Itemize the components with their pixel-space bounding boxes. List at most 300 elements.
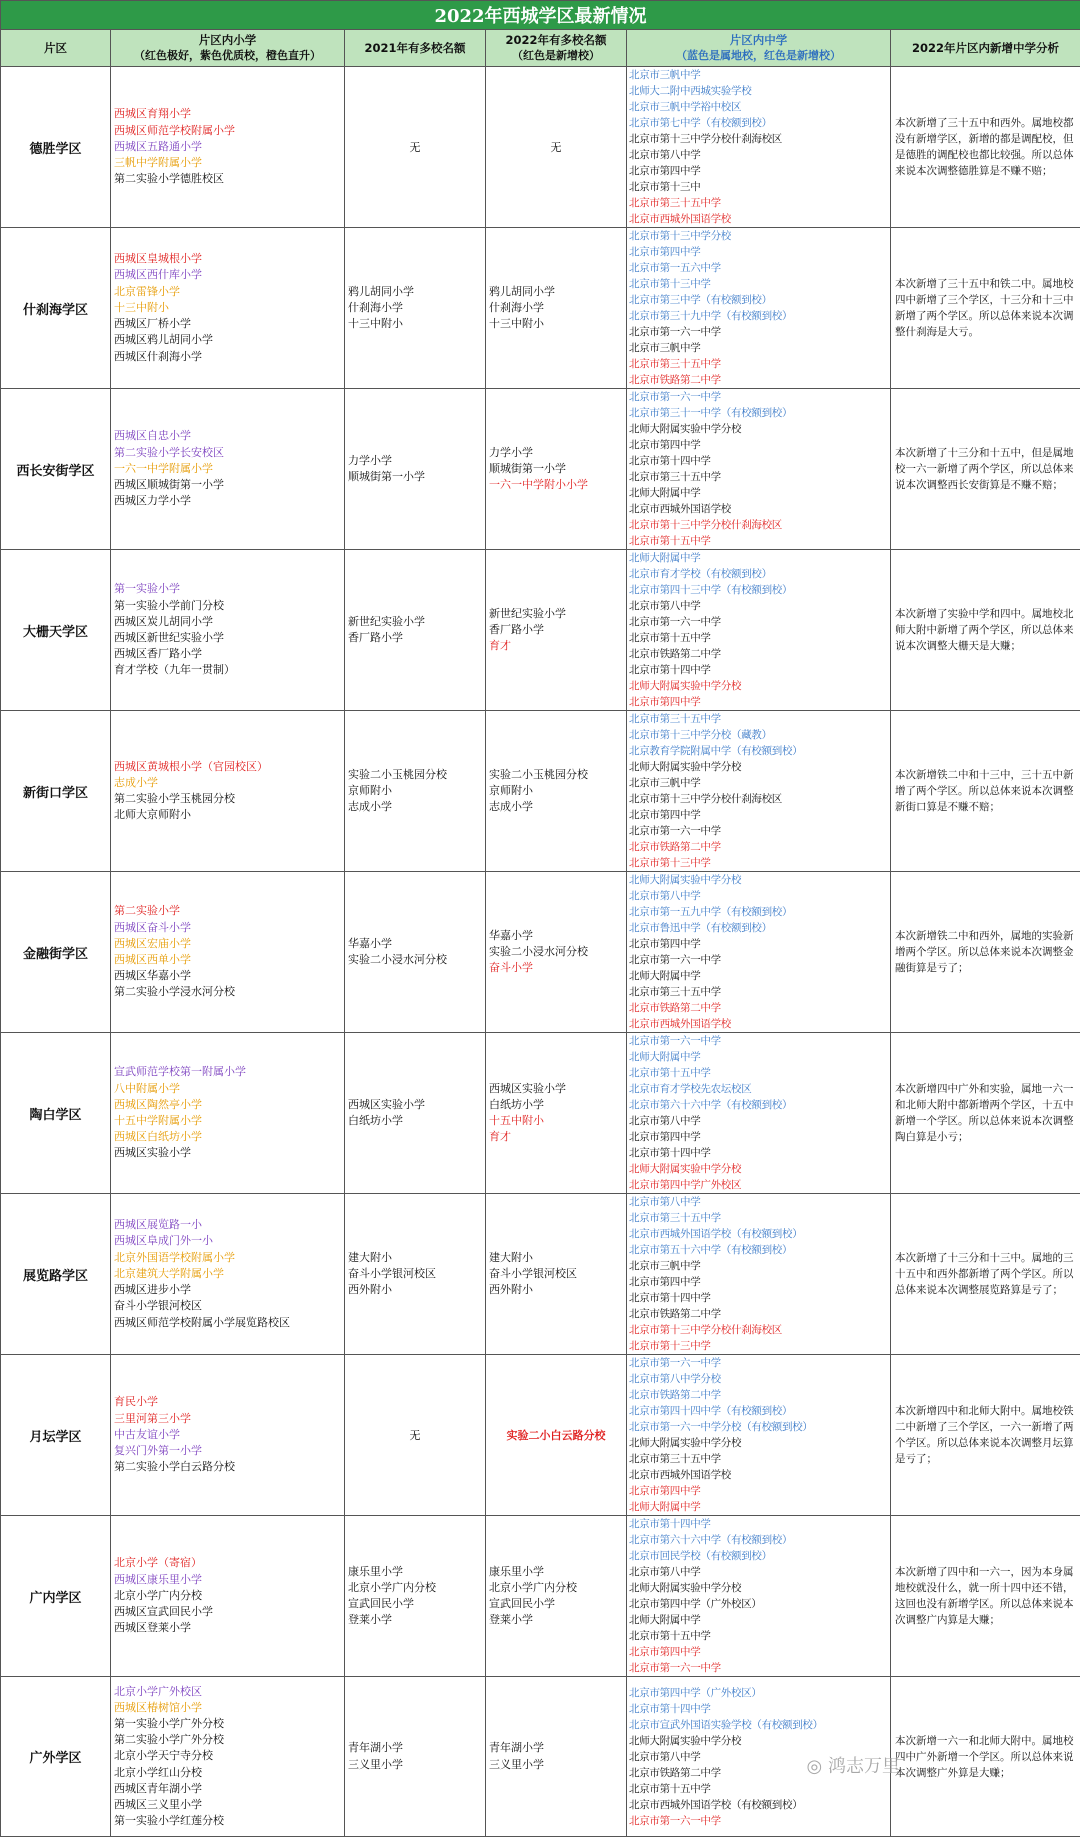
list-item: 北京市第四中学 (629, 1274, 890, 1290)
analysis-cell: 本次新增四中和北师大附中。属地校铁二中新增了三个学区，一六一新增了两个学区。所以总体来说本次调整月坛算是亏了； (891, 1355, 1080, 1516)
table-body (1, 67, 1080, 1837)
list-item: 北京市第一六一中学 (629, 1033, 890, 1049)
list-item: 一六一中学附属小学 (114, 461, 344, 477)
list-item: 北京市第十三中学分校什刹海校区 (629, 517, 890, 533)
district-name: 金融街学区 (1, 872, 111, 1033)
header-analysis: 2022年片区内新增中学分析 (891, 30, 1080, 67)
analysis-cell: 本次新增了四中和一六一，因为本身属地校就没什么，就一所十四中还不错，这回也没有新增学区。所以总体来说本次调整广内算是大赚； (891, 1516, 1080, 1677)
list-item: 北京市第十三中学分校什刹海校区 (629, 791, 890, 807)
list-item: 北京市第十三中学分校什刹海校区 (629, 1322, 890, 1338)
multi-2021-cell (345, 228, 486, 389)
list-item: 北京市第一五九中学（有校额到校） (629, 904, 890, 920)
list-item: 北师大附属实验中学分校 (629, 1161, 890, 1177)
multi-2021-cell (345, 1677, 486, 1837)
list-item: 北京市西城外国语学校 (629, 1467, 890, 1483)
list-item: 西城区自忠小学 (114, 428, 344, 444)
list-item: 北京市第四中学 (629, 936, 890, 952)
middle-school-list (627, 1033, 891, 1194)
table-row (1, 67, 1080, 228)
multi-2022-cell (486, 1677, 627, 1837)
district-name: 月坛学区 (1, 1355, 111, 1516)
list-item: 京师附小 (489, 783, 626, 799)
analysis-cell: 本次新增了十三分和十五中，但是属地校一六一新增了两个学区，所以总体来说本次调整西长安街算是不赚不赔； (891, 389, 1080, 550)
list-item: 登莱小学 (489, 1612, 626, 1628)
list-item: 北京市第八中学 (629, 1194, 890, 1210)
list-item: 北京市铁路第二中学 (629, 839, 890, 855)
list-item: 建大附小 (348, 1250, 485, 1266)
list-item: 什刹海小学 (348, 300, 485, 316)
primary-school-list (111, 1194, 345, 1355)
list-item: 奋斗小学银河校区 (114, 1298, 344, 1314)
list-item: 西城区五路通小学 (114, 139, 344, 155)
primary-school-list (111, 1516, 345, 1677)
list-item: 北京市铁路第二中学 (629, 1765, 890, 1781)
list-item: 北京市第三十五中学 (629, 356, 890, 372)
list-item: 北京市西城外国语学校 (629, 211, 890, 227)
multi-2022-cell: 无 (486, 67, 627, 228)
list-item: 北京市鲁迅中学（有校额到校） (629, 920, 890, 936)
district-name: 新街口学区 (1, 711, 111, 872)
list-item: 西城区厂桥小学 (114, 316, 344, 332)
list-item: 北京市三帆中学 (629, 1258, 890, 1274)
list-item: 华嘉小学 (348, 936, 485, 952)
list-item: 西城区宏庙小学 (114, 936, 344, 952)
table-row (1, 1516, 1080, 1677)
list-item: 北京市第十四中学 (629, 453, 890, 469)
list-item: 宣武师范学校第一附属小学 (114, 1064, 344, 1080)
list-item: 北京小学广内分校 (114, 1588, 344, 1604)
analysis-cell: 本次新增四中广外和实验，属地一六一和北师大附中都新增两个学区，十五中新增一个学区。所以总体来说本次调整陶白算是小亏； (891, 1033, 1080, 1194)
table-row (1, 1033, 1080, 1194)
list-item: 什刹海小学 (489, 300, 626, 316)
list-item: 北京市第四中学 (629, 1129, 890, 1145)
list-item: 第一实验小学红莲分校 (114, 1813, 344, 1829)
list-item: 北京市西城外国语学校（有校额到校） (629, 1797, 890, 1813)
analysis-cell: 本次新增了三十五中和西外。属地校都没有新增学区，新增的都是调配校，但是德胜的调配校也都比较强。所以总体来说本次调整德胜算是不赚不赔； (891, 67, 1080, 228)
list-item: 育民小学 (114, 1394, 344, 1410)
list-item: 北师大二附中西城实验学校 (629, 83, 890, 99)
list-item: 北师大附属中学 (629, 968, 890, 984)
list-item: 北京市第四十三中学（有校额到校） (629, 582, 890, 598)
list-item: 北京市第十三中学分校（藏教） (629, 727, 890, 743)
list-item: 北京市西城外国语学校 (629, 1016, 890, 1032)
list-item: 北京市第四中学 (629, 1483, 890, 1499)
list-item: 实验二小玉桃园分校 (489, 767, 626, 783)
multi-2021-cell (345, 1516, 486, 1677)
primary-school-list (111, 389, 345, 550)
list-item: 西城区西单小学 (114, 952, 344, 968)
list-item: 北京市第三十五中学 (629, 469, 890, 485)
list-item: 八中附属小学 (114, 1081, 344, 1097)
list-item: 北京市育才学校先农坛校区 (629, 1081, 890, 1097)
list-item: 西城区陶然亭小学 (114, 1097, 344, 1113)
list-item: 北师大附属实验中学分校 (629, 678, 890, 694)
list-item: 香厂路小学 (348, 630, 485, 646)
multi-2021-cell (345, 1194, 486, 1355)
multi-2021-cell (345, 550, 486, 711)
list-item: 北师大附属实验中学分校 (629, 421, 890, 437)
list-item: 北京市第十三中学分校什刹海校区 (629, 131, 890, 147)
list-item: 西城区康乐里小学 (114, 1572, 344, 1588)
list-item: 京师附小 (348, 783, 485, 799)
list-item: 育才 (489, 1129, 626, 1145)
district-name: 广外学区 (1, 1677, 111, 1837)
list-item: 北京市第四中学 (629, 163, 890, 179)
list-item: 北京市第四十四中学（有校额到校） (629, 1403, 890, 1419)
list-item: 北京市西城外国语学校 (629, 501, 890, 517)
list-item: 北京市第十五中学 (629, 1781, 890, 1797)
list-item: 北京市铁路第二中学 (629, 1387, 890, 1403)
list-item: 第一实验小学 (114, 581, 344, 597)
table-row (1, 228, 1080, 389)
list-item: 北京市第七中学（有校额到校） (629, 115, 890, 131)
list-item: 西城区育翔小学 (114, 106, 344, 122)
middle-school-list (627, 1355, 891, 1516)
list-item: 西外附小 (348, 1282, 485, 1298)
table-row (1, 1677, 1080, 1837)
list-item: 北京市第一六一中学 (629, 389, 890, 405)
list-item: 西城区皇城根小学 (114, 251, 344, 267)
list-item: 北京市第三十五中学 (629, 984, 890, 1000)
analysis-cell: 本次新增了十三分和十三中。属地的三十五中和西外都新增了两个学区。所以总体来说本次调整展览路算是亏了； (891, 1194, 1080, 1355)
list-item: 西城区师范学校附属小学展览路校区 (114, 1315, 344, 1331)
list-item: 西城区香厂路小学 (114, 646, 344, 662)
list-item: 康乐里小学 (348, 1564, 485, 1580)
list-item: 北京小学红山分校 (114, 1765, 344, 1781)
list-item: 青年湖小学 (489, 1740, 626, 1756)
list-item: 力学小学 (348, 453, 485, 469)
district-name: 什刹海学区 (1, 228, 111, 389)
list-item: 北京市第三十五中学 (629, 1451, 890, 1467)
list-item: 北京建筑大学附属小学 (114, 1266, 344, 1282)
list-item: 西城区青年湖小学 (114, 1781, 344, 1797)
list-item: 北师大附属中学 (629, 1499, 890, 1515)
list-item: 西城区力学小学 (114, 493, 344, 509)
list-item: 北京市铁路第二中学 (629, 646, 890, 662)
list-item: 十五中附小 (489, 1113, 626, 1129)
list-item: 西城区阜成门外一小 (114, 1233, 344, 1249)
list-item: 北京市第一六一中学 (629, 324, 890, 340)
list-item: 北京市铁路第二中学 (629, 1000, 890, 1016)
list-item: 北京市第十五中学 (629, 630, 890, 646)
list-item: 北京市第八中学 (629, 1749, 890, 1765)
list-item: 青年湖小学 (348, 1740, 485, 1756)
multi-2022-cell (486, 872, 627, 1033)
list-item: 北京市第四中学 (629, 807, 890, 823)
middle-school-list (627, 228, 891, 389)
primary-school-list (111, 67, 345, 228)
list-item: 北京市第八中学 (629, 888, 890, 904)
list-item: 康乐里小学 (489, 1564, 626, 1580)
middle-school-list (627, 872, 891, 1033)
list-item: 北京市第一六一中学 (629, 1813, 890, 1829)
list-item: 北京市第十四中学 (629, 1516, 890, 1532)
list-item: 北京市第四中学 (629, 694, 890, 710)
list-item: 北京市第三十五中学 (629, 1210, 890, 1226)
primary-school-list (111, 550, 345, 711)
list-item: 顺城街第一小学 (489, 461, 626, 477)
multi-2022-cell: 实验二小白云路分校 (486, 1355, 627, 1516)
list-item: 北师大京师附小 (114, 807, 344, 823)
list-item: 北京市西城外国语学校（有校额到校） (629, 1226, 890, 1242)
list-item: 北师大附属实验中学分校 (629, 1580, 890, 1596)
list-item: 西城区三义里小学 (114, 1797, 344, 1813)
list-item: 北京小学天宁寺分校 (114, 1748, 344, 1764)
list-item: 北京市第十四中学 (629, 1290, 890, 1306)
list-item: 北京市第十四中学 (629, 1145, 890, 1161)
middle-school-list (627, 1194, 891, 1355)
list-item: 北京市第一五六中学 (629, 260, 890, 276)
list-item: 北京市铁路第二中学 (629, 1306, 890, 1322)
list-item: 北京市第八中学分校 (629, 1371, 890, 1387)
list-item: 十三中附小 (114, 300, 344, 316)
list-item: 登莱小学 (348, 1612, 485, 1628)
list-item: 北京市第八中学 (629, 1113, 890, 1129)
header-multi2021: 2021年有多校名额 (345, 30, 486, 67)
list-item: 西城区华嘉小学 (114, 968, 344, 984)
list-item: 第一实验小学广外分校 (114, 1716, 344, 1732)
wechat-icon: ◎ (807, 1756, 823, 1777)
list-item: 北京市第四中学广外校区 (629, 1177, 890, 1193)
list-item: 宣武回民小学 (348, 1596, 485, 1612)
list-item: 北京市第四中学 (629, 244, 890, 260)
list-item: 西城区奋斗小学 (114, 920, 344, 936)
district-name: 德胜学区 (1, 67, 111, 228)
list-item: 西城区黄城根小学（官园校区） (114, 759, 344, 775)
list-item: 北京市第十五中学 (629, 533, 890, 549)
list-item: 复兴门外第一小学 (114, 1443, 344, 1459)
list-item: 西城区实验小学 (489, 1081, 626, 1097)
list-item: 北京小学广内分校 (348, 1580, 485, 1596)
watermark: ◎ 鸿志万里 (807, 1752, 900, 1778)
list-item: 西城区实验小学 (348, 1097, 485, 1113)
list-item: 新世纪实验小学 (489, 606, 626, 622)
list-item: 西外附小 (489, 1282, 626, 1298)
list-item: 北京雷锋小学 (114, 284, 344, 300)
list-item: 鸦儿胡同小学 (489, 284, 626, 300)
list-item: 北京市第六十六中学（有校额到校） (629, 1532, 890, 1548)
multi-2021-cell (345, 1033, 486, 1194)
list-item: 三帆中学附属小学 (114, 155, 344, 171)
list-item: 西城区什刹海小学 (114, 349, 344, 365)
list-item: 北京市三帆中学 (629, 340, 890, 356)
list-item: 北京教育学院附属中学（有校额到校） (629, 743, 890, 759)
list-item: 西城区实验小学 (114, 1145, 344, 1161)
list-item: 北京市第十三中学 (629, 1338, 890, 1354)
list-item: 北京市第一六一中学 (629, 1355, 890, 1371)
multi-2022-cell (486, 1194, 627, 1355)
list-item: 鸦儿胡同小学 (348, 284, 485, 300)
middle-school-list (627, 550, 891, 711)
list-item: 西城区白纸坊小学 (114, 1129, 344, 1145)
list-item: 新世纪实验小学 (348, 614, 485, 630)
primary-school-list (111, 1677, 345, 1837)
district-name: 大栅天学区 (1, 550, 111, 711)
district-name: 广内学区 (1, 1516, 111, 1677)
analysis-cell: 本次新增一六一和北师大附中。属地校四中广外新增一个学区。所以总体来说本次调整广外算是大赚； (891, 1677, 1080, 1837)
multi-2021-cell: 无 (345, 1355, 486, 1516)
list-item: 北京市第十四中学 (629, 662, 890, 678)
list-item: 北师大附属中学 (629, 1612, 890, 1628)
list-item: 宣武回民小学 (489, 1596, 626, 1612)
list-item: 北京市第十三中 (629, 179, 890, 195)
list-item: 北京市第三十一中学（有校额到校） (629, 405, 890, 421)
list-item: 华嘉小学 (489, 928, 626, 944)
list-item: 西城区进步小学 (114, 1282, 344, 1298)
multi-2022-cell (486, 389, 627, 550)
analysis-cell: 本次新增了三十五中和铁二中。属地校四中新增了三个学区，十三分和十三中新增了两个学区。所以总体来说本次调整什刹海是大亏。 (891, 228, 1080, 389)
list-item: 实验二小浸水河分校 (489, 944, 626, 960)
list-item: 北京市三帆中学 (629, 775, 890, 791)
multi-2021-cell (345, 389, 486, 550)
list-item: 奋斗小学银河校区 (348, 1266, 485, 1282)
list-item: 北师大附属实验中学分校 (629, 1435, 890, 1451)
list-item: 中古友谊小学 (114, 1427, 344, 1443)
list-item: 第二实验小学长安校区 (114, 445, 344, 461)
analysis-cell: 本次新增铁二中和十三中，三十五中新增了两个学区。所以总体来说本次调整新街口算是不赚不赔； (891, 711, 1080, 872)
list-item: 北京市第十三中学分校 (629, 228, 890, 244)
list-item: 第二实验小学白云路分校 (114, 1459, 344, 1475)
list-item: 北京市第四中学 (629, 1644, 890, 1660)
list-item: 北京市第一六一中学分校（有校额到校） (629, 1419, 890, 1435)
multi-2022-cell (486, 228, 627, 389)
list-item: 第二实验小学 (114, 903, 344, 919)
primary-school-list (111, 872, 345, 1033)
table-row (1, 550, 1080, 711)
multi-2022-cell (486, 1516, 627, 1677)
list-item: 北京市三帆中学裕中校区 (629, 99, 890, 115)
analysis-cell: 本次新增铁二中和西外，属地的实验新增两个学区。所以总体来说本次调整金融街算是亏了； (891, 872, 1080, 1033)
primary-school-list (111, 1355, 345, 1516)
primary-school-list (111, 711, 345, 872)
table-row (1, 872, 1080, 1033)
list-item: 北京市第十四中学 (629, 1701, 890, 1717)
table-row (1, 1355, 1080, 1516)
list-item: 西城区炭儿胡同小学 (114, 614, 344, 630)
list-item: 北京市第三十五中学 (629, 195, 890, 211)
district-name: 陶白学区 (1, 1033, 111, 1194)
list-item: 北京市第三中学（有校额到校） (629, 292, 890, 308)
list-item: 北京市第三十九中学（有校额到校） (629, 308, 890, 324)
list-item: 北京小学（寄宿） (114, 1555, 344, 1571)
list-item: 实验二小玉桃园分校 (348, 767, 485, 783)
list-item: 西城区宣武回民小学 (114, 1604, 344, 1620)
middle-school-list (627, 1516, 891, 1677)
multi-2021-cell (345, 711, 486, 872)
list-item: 十五中学附属小学 (114, 1113, 344, 1129)
list-item: 北京市第五十六中学（有校额到校） (629, 1242, 890, 1258)
analysis-cell: 本次新增了实验中学和四中。属地校北师大附中新增了两个学区，所以总体来说本次调整大栅天是大赚； (891, 550, 1080, 711)
list-item: 北京市第十五中学 (629, 1065, 890, 1081)
list-item: 奋斗小学银河校区 (489, 1266, 626, 1282)
list-item: 北京市第一六一中学 (629, 952, 890, 968)
list-item: 北京市第十五中学 (629, 1628, 890, 1644)
list-item: 西城区鸦儿胡同小学 (114, 332, 344, 348)
list-item: 志成小学 (489, 799, 626, 815)
table-row (1, 711, 1080, 872)
header-middle: 片区内中学 （蓝色是属地校，红色是新增校） (627, 30, 891, 67)
list-item: 西城区登莱小学 (114, 1620, 344, 1636)
list-item: 北京市第六十六中学（有校额到校） (629, 1097, 890, 1113)
list-item: 北师大附属中学 (629, 485, 890, 501)
list-item: 北师大附属中学 (629, 550, 890, 566)
list-item: 西城区师范学校附属小学 (114, 123, 344, 139)
list-item: 三义里小学 (489, 1757, 626, 1773)
header-district: 片区 (1, 30, 111, 67)
multi-2022-cell (486, 711, 627, 872)
list-item: 北京市第四中学 (629, 437, 890, 453)
list-item: 第二实验小学德胜校区 (114, 171, 344, 187)
list-item: 育才学校（九年一贯制） (114, 662, 344, 678)
list-item: 西城区新世纪实验小学 (114, 630, 344, 646)
list-item: 北京市第四中学（广外校区） (629, 1596, 890, 1612)
list-item: 志成小学 (114, 775, 344, 791)
table-row (1, 389, 1080, 550)
multi-2022-cell (486, 550, 627, 711)
table-title: 2022年西城学区最新情况 (1, 1, 1080, 30)
list-item: 北京市育才学校（有校额到校） (629, 566, 890, 582)
header-multi2022: 2022年有多校名额 （红色是新增校） (486, 30, 627, 67)
list-item: 第二实验小学玉桃园分校 (114, 791, 344, 807)
list-item: 建大附小 (489, 1250, 626, 1266)
list-item: 北京市第四中学（广外校区） (629, 1685, 890, 1701)
header-primary: 片区内小学 （红色极好，紫色优质校，橙色直升） (111, 30, 345, 67)
list-item: 北京外国语学校附属小学 (114, 1250, 344, 1266)
list-item: 第二实验小学广外分校 (114, 1732, 344, 1748)
list-item: 奋斗小学 (489, 960, 626, 976)
district-name: 西长安街学区 (1, 389, 111, 550)
list-item: 北师大附属中学 (629, 1049, 890, 1065)
list-item: 白纸坊小学 (348, 1113, 485, 1129)
list-item: 北京市第八中学 (629, 147, 890, 163)
list-item: 北京市第一六一中学 (629, 1660, 890, 1676)
list-item: 顺城街第一小学 (348, 469, 485, 485)
list-item: 北京市三帆中学 (629, 67, 890, 83)
list-item: 第二实验小学浸水河分校 (114, 984, 344, 1000)
list-item: 力学小学 (489, 445, 626, 461)
district-name: 展览路学区 (1, 1194, 111, 1355)
list-item: 北京小学广内分校 (489, 1580, 626, 1596)
list-item: 第一实验小学前门分校 (114, 598, 344, 614)
list-item: 北师大附属实验中学分校 (629, 1733, 890, 1749)
list-item: 西城区椿树馆小学 (114, 1700, 344, 1716)
list-item: 志成小学 (348, 799, 485, 815)
middle-school-list (627, 711, 891, 872)
list-item: 北京市宣武外国语实验学校（有校额到校） (629, 1717, 890, 1733)
list-item: 北京市第十三中学 (629, 855, 890, 871)
list-item: 北京市第十三中学 (629, 276, 890, 292)
multi-2022-cell (486, 1033, 627, 1194)
list-item: 十三中附小 (489, 316, 626, 332)
list-item: 北京市第一六一中学 (629, 614, 890, 630)
list-item: 西城区展览路一小 (114, 1217, 344, 1233)
list-item: 三义里小学 (348, 1757, 485, 1773)
list-item: 实验二小浸水河分校 (348, 952, 485, 968)
list-item: 十三中附小 (348, 316, 485, 332)
middle-school-list (627, 67, 891, 228)
list-item: 北师大附属实验中学分校 (629, 759, 890, 775)
multi-2021-cell: 无 (345, 67, 486, 228)
list-item: 北京市第八中学 (629, 1564, 890, 1580)
primary-school-list (111, 228, 345, 389)
middle-school-list (627, 389, 891, 550)
list-item: 北京市第一六一中学 (629, 823, 890, 839)
list-item: 香厂路小学 (489, 622, 626, 638)
list-item: 北京市铁路第二中学 (629, 372, 890, 388)
list-item: 北京市回民学校（有校额到校） (629, 1548, 890, 1564)
list-item: 一六一中学附小小学 (489, 477, 626, 493)
list-item: 西城区顺城街第一小学 (114, 477, 344, 493)
